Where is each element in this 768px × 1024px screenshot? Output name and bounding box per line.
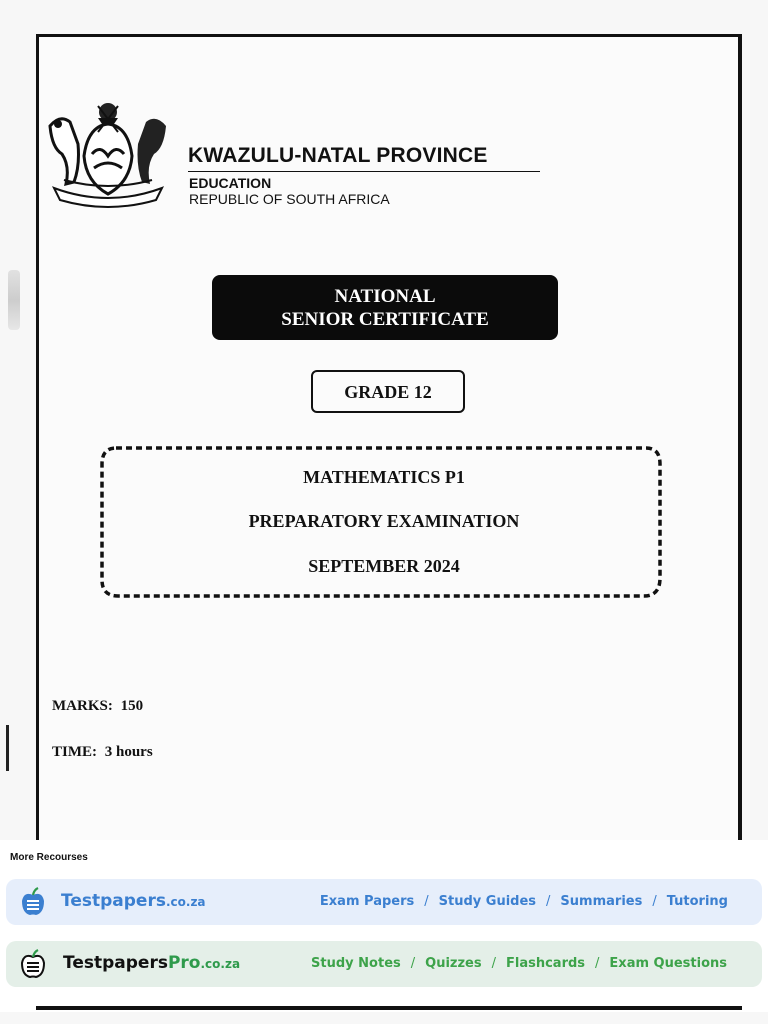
testpaperspro-banner[interactable] [6, 941, 762, 987]
link-summaries[interactable]: Summaries [560, 894, 643, 909]
link-exam-papers[interactable]: Exam Papers [319, 894, 415, 909]
time-value: 3 hours [104, 744, 153, 760]
certificate-line-2: SENIOR CERTIFICATE [281, 309, 489, 330]
testpapers-domain: .co.za [165, 895, 206, 909]
testpaperspro-brand[interactable] [63, 953, 240, 973]
testpaperspro-links [311, 956, 727, 971]
exam-type: PREPARATORY EXAMINATION [248, 511, 520, 531]
coat-of-arms-logo [44, 96, 172, 212]
link-separator: / [410, 956, 416, 971]
link-separator: / [491, 956, 496, 971]
link-quizzes[interactable]: Quizzes [425, 956, 482, 971]
time-line [52, 744, 153, 761]
department-name: EDUCATION [189, 175, 272, 191]
exam-date: SEPTEMBER 2024 [308, 556, 460, 576]
page-border-bottom [36, 1006, 742, 1010]
marks-line [52, 698, 143, 715]
time-label: TIME: [52, 744, 97, 760]
link-separator: / [595, 956, 600, 971]
marks-label: MARKS: [52, 698, 113, 714]
testpapers-brand[interactable] [61, 891, 206, 911]
country-name: REPUBLIC OF SOUTH AFRICA [189, 191, 390, 207]
scan-mark [6, 725, 9, 771]
link-separator: / [424, 894, 429, 909]
link-study-guides[interactable]: Study Guides [438, 894, 537, 909]
link-separator: / [546, 894, 551, 909]
grade-box: GRADE 12 [311, 370, 465, 413]
apple-book-icon [20, 949, 46, 979]
testpapers-banner[interactable] [6, 879, 762, 925]
link-exam-questions[interactable]: Exam Questions [609, 956, 727, 971]
testpapers-brand-name: Testpapers [61, 891, 166, 911]
link-tutoring[interactable]: Tutoring [666, 894, 728, 909]
testpaperspro-domain: .co.za [200, 957, 241, 971]
testpaperspro-suffix: Pro [167, 953, 201, 973]
province-title: KWAZULU-NATAL PROVINCE [188, 144, 488, 167]
link-study-notes[interactable]: Study Notes [311, 956, 401, 971]
apple-book-icon [20, 887, 46, 917]
marks-value: 150 [120, 698, 144, 714]
testpaperspro-brand-name: Testpapers [63, 953, 168, 973]
certificate-banner [212, 275, 558, 340]
certificate-line-1: NATIONAL [334, 286, 436, 307]
resources-heading: More Recourses [10, 852, 88, 863]
scan-smudge [8, 270, 20, 330]
link-separator: / [652, 894, 657, 909]
link-flashcards[interactable]: Flashcards [505, 956, 586, 971]
title-rule [188, 171, 540, 172]
testpapers-links [320, 894, 728, 909]
exam-subject: MATHEMATICS P1 [303, 467, 465, 487]
